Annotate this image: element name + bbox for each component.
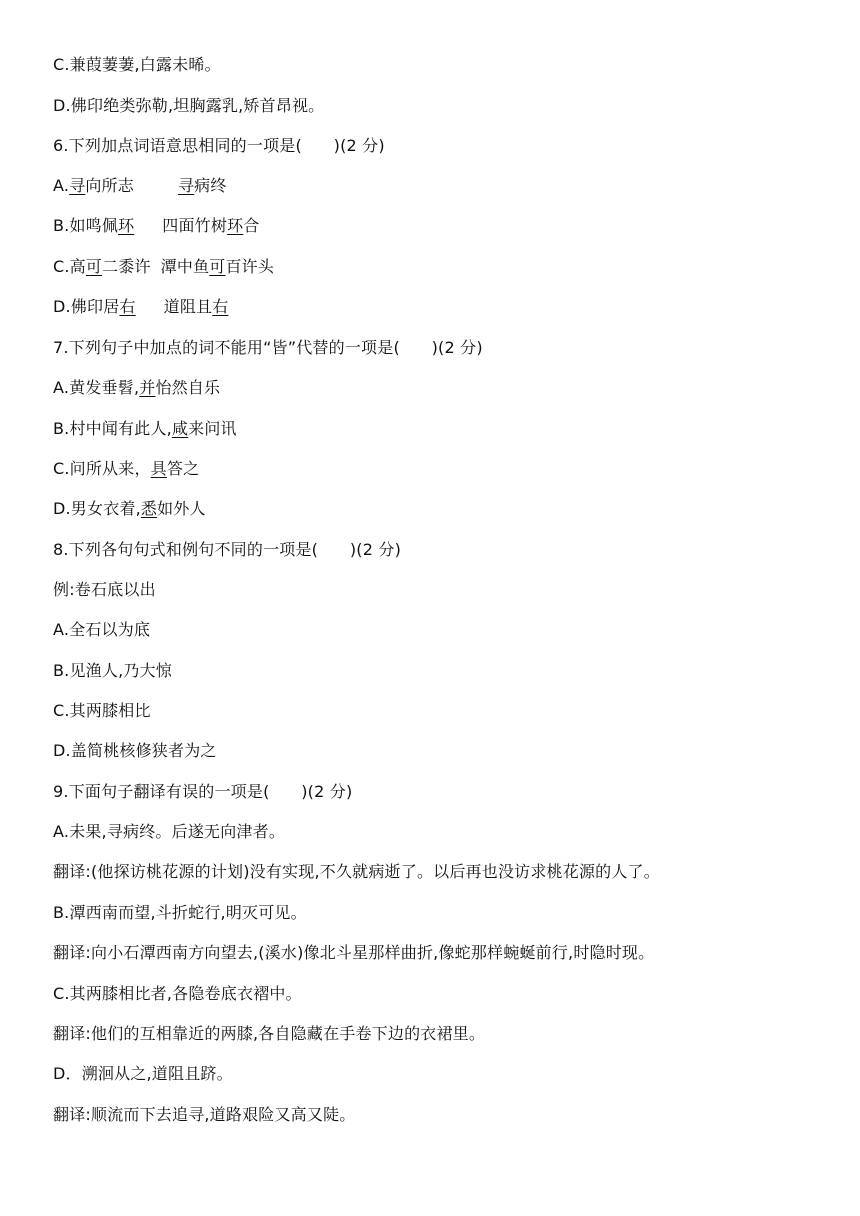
q8-option-d: D.盖简桃核修狭者为之 xyxy=(53,741,217,760)
q9-option-a-translation: 翻译:(他探访桃花源的计划)没有实现,不久就病逝了。以后再也没访求桃花源的人了。 xyxy=(53,862,660,881)
q9-option-d: D．溯洄从之,道阻且跻。 xyxy=(53,1064,233,1083)
question-8: 8.下列各句句式和例句不同的一项是( )(2 分) xyxy=(53,540,402,559)
dotted-word: 悉 xyxy=(140,499,158,518)
q6-option-d: D.佛印居右 道阻且右 xyxy=(53,297,229,316)
q7-option-c: C.问所从来，具答之 xyxy=(53,459,200,478)
q9-option-b-translation: 翻译:向小石潭西南方向望去,(溪水)像北斗星那样曲折,像蛇那样蜿蜒前行,时隐时现。 xyxy=(53,943,655,962)
question-9: 9.下面句子翻译有误的一项是( )(2 分) xyxy=(53,782,353,801)
q9-option-b: B.潭西南而望,斗折蛇行,明灭可见。 xyxy=(53,903,307,922)
dotted-word: 寻 xyxy=(69,176,86,195)
q8-option-a: A.全石以为底 xyxy=(53,620,151,639)
dotted-word: 咸 xyxy=(171,419,189,438)
q7-option-d: D.男女衣着,悉如外人 xyxy=(53,499,206,518)
option-c-q5: C.兼葭萋萋,白露未晞。 xyxy=(53,55,221,74)
q8-example: 例:卷石底以出 xyxy=(53,580,156,599)
q9-option-c-translation: 翻译:他们的互相靠近的两膝,各自隐藏在手卷下边的衣裙里。 xyxy=(53,1024,486,1043)
q9-option-c: C.其两膝相比者,各隐卷底衣褶中。 xyxy=(53,984,302,1003)
q8-option-c: C.其两膝相比 xyxy=(53,701,151,720)
question-6: 6.下列加点词语意思相同的一项是( )(2 分) xyxy=(53,136,385,155)
dotted-word: 具 xyxy=(150,459,167,478)
dotted-word: 右 xyxy=(212,297,229,316)
question-7: 7.下列句子中加点的词不能用“皆”代替的一项是( )(2 分) xyxy=(53,338,483,357)
dotted-word: 寻 xyxy=(177,176,195,195)
dotted-word: 可 xyxy=(209,257,226,276)
dotted-word: 环 xyxy=(118,216,135,235)
q9-option-a: A.未果,寻病终。后遂无向津者。 xyxy=(53,822,286,841)
q9-option-d-translation: 翻译:顺流而下去追寻,道路艰险又高又陡。 xyxy=(53,1105,356,1124)
q8-option-b: B.见渔人,乃大惊 xyxy=(53,661,172,680)
q6-option-a: A.寻向所志 寻病终 xyxy=(53,176,227,195)
dotted-word: 并 xyxy=(139,378,156,397)
q6-option-c: C.高可二黍许 潭中鱼可百许头 xyxy=(53,257,275,276)
dotted-word: 环 xyxy=(227,216,244,235)
q7-option-b: B.村中闻有此人,咸来问讯 xyxy=(53,419,237,438)
q6-option-b: B.如鸣佩环 四面竹树环合 xyxy=(53,216,260,235)
dotted-word: 可 xyxy=(85,257,103,276)
dotted-word: 右 xyxy=(119,297,136,316)
option-d-q5: D.佛印绝类弥勒,坦胸露乳,矫首昂视。 xyxy=(53,96,325,115)
q7-option-a: A.黄发垂髫,并怡然自乐 xyxy=(53,378,221,397)
